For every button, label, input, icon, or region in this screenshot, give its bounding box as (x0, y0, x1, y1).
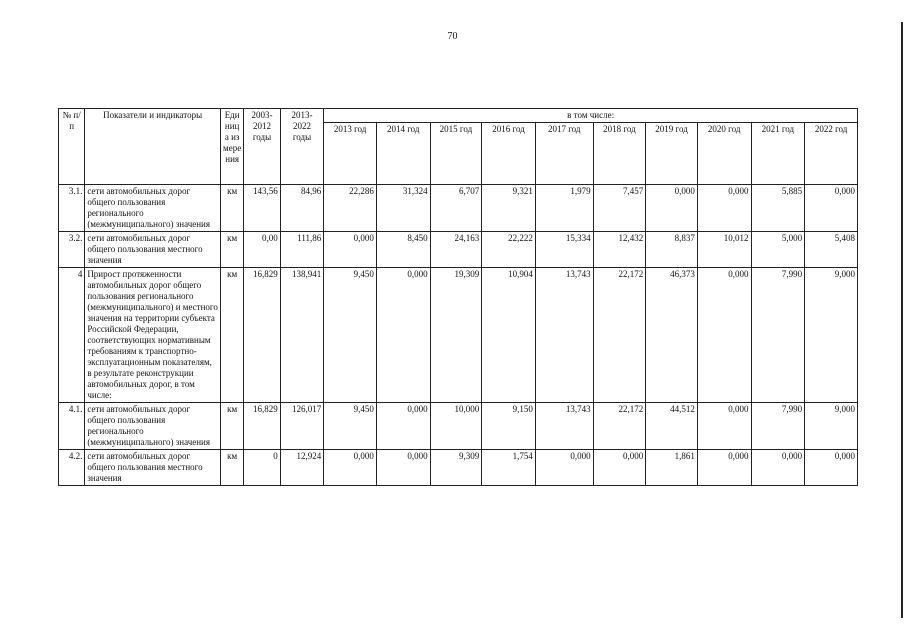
row-year-value: 15,334 (535, 232, 593, 268)
page-edge-line (901, 22, 903, 618)
row-year-value: 5,408 (805, 232, 858, 268)
table-row (59, 450, 858, 486)
row-number: 3.1. (59, 185, 85, 232)
row-year-value: 46,373 (646, 268, 698, 403)
row-period-2013-2022: 111,86 (280, 232, 324, 268)
row-unit: км (221, 450, 244, 486)
row-year-value: 0,000 (697, 268, 751, 403)
header-period-2013-2022: 2013-2022 годы (280, 109, 324, 185)
row-year-value: 7,990 (751, 268, 805, 403)
row-indicator: сети автомобильных дорог общего пользования местного значения (85, 232, 221, 268)
row-year-value: 8,837 (646, 232, 698, 268)
row-number: 4.2. (59, 450, 85, 486)
row-year-value: 9,000 (805, 268, 858, 403)
row-year-value: 0,000 (697, 185, 751, 232)
row-year-value: 10,012 (697, 232, 751, 268)
row-unit: км (221, 232, 244, 268)
row-number: 4.1. (59, 403, 85, 450)
row-indicator: сети автомобильных дорог общего пользования регионального (межмуниципального) значения (85, 185, 221, 232)
row-year-value: 8,450 (376, 232, 430, 268)
row-year-value: 1,979 (535, 185, 593, 232)
row-year-value: 24,163 (430, 232, 482, 268)
row-period-2013-2022: 138,941 (280, 268, 324, 403)
row-year-value: 0,000 (324, 450, 377, 486)
header-year: 2018 год (593, 123, 646, 185)
row-year-value: 22,222 (482, 232, 536, 268)
row-year-value: 10,000 (430, 403, 482, 450)
row-year-value: 10,904 (482, 268, 536, 403)
row-year-value: 9,321 (482, 185, 536, 232)
row-indicator: сети автомобильных дорог общего пользования регионального (межмуниципального) значения (85, 403, 221, 450)
row-year-value: 9,150 (482, 403, 536, 450)
row-year-value: 1,754 (482, 450, 536, 486)
row-year-value: 31,324 (376, 185, 430, 232)
row-year-value: 9,309 (430, 450, 482, 486)
row-indicator: Прирост протяженности автомобильных дорог общего пользования регионального (межмуниципального) и местного значения на территории субъекта Российской Федерации, соответствующих нормативным требованиям к транспортно-эксплуатационным показателям, в результате реконструкции автомобильных дорог, в том числе: (85, 268, 221, 403)
row-number: 4 (59, 268, 85, 403)
row-year-value: 0,000 (535, 450, 593, 486)
header-year: 2014 год (376, 123, 430, 185)
row-period-2003-2012: 143,56 (244, 185, 280, 232)
row-unit: км (221, 268, 244, 403)
header-period-2003-2012: 2003-2012 годы (244, 109, 280, 185)
row-year-value: 22,172 (593, 268, 646, 403)
row-year-value: 19,309 (430, 268, 482, 403)
page-number: 70 (447, 31, 458, 42)
row-year-value: 0,000 (751, 450, 805, 486)
row-period-2003-2012: 0 (244, 450, 280, 486)
header-year: 2013 год (324, 123, 377, 185)
row-year-value: 13,743 (535, 268, 593, 403)
row-year-value: 0,000 (593, 450, 646, 486)
header-year: 2022 год (805, 123, 858, 185)
row-year-value: 0,000 (376, 403, 430, 450)
row-year-value: 13,743 (535, 403, 593, 450)
row-period-2003-2012: 16,829 (244, 403, 280, 450)
row-year-value: 5,000 (751, 232, 805, 268)
row-period-2013-2022: 12,924 (280, 450, 324, 486)
header-unit: Единица измерения (221, 109, 244, 185)
row-year-value: 12,432 (593, 232, 646, 268)
row-unit: км (221, 403, 244, 450)
row-year-value: 9,450 (324, 268, 377, 403)
row-year-value: 0,000 (376, 450, 430, 486)
header-year: 2015 год (430, 123, 482, 185)
row-year-value: 5,885 (751, 185, 805, 232)
row-unit: км (221, 185, 244, 232)
row-year-value: 0,000 (805, 185, 858, 232)
row-year-value: 0,000 (646, 185, 698, 232)
row-year-value: 22,172 (593, 403, 646, 450)
row-year-value: 0,000 (324, 232, 377, 268)
row-indicator: сети автомобильных дорог общего пользования местного значения (85, 450, 221, 486)
row-year-value: 7,457 (593, 185, 646, 232)
row-year-value: 9,000 (805, 403, 858, 450)
header-year: 2019 год (646, 123, 698, 185)
header-year: 2021 год (751, 123, 805, 185)
row-year-value: 0,000 (805, 450, 858, 486)
row-year-value: 6,707 (430, 185, 482, 232)
row-period-2013-2022: 84,96 (280, 185, 324, 232)
header-year: 2020 год (697, 123, 751, 185)
row-year-value: 0,000 (376, 268, 430, 403)
row-year-value: 9,450 (324, 403, 377, 450)
header-num: № п/п (59, 109, 85, 185)
table-row (59, 268, 858, 403)
row-year-value: 1,861 (646, 450, 698, 486)
row-period-2013-2022: 126,017 (280, 403, 324, 450)
row-year-value: 0,000 (697, 450, 751, 486)
row-year-value: 44,512 (646, 403, 698, 450)
table-row (59, 185, 858, 232)
table-row (59, 232, 858, 268)
row-number: 3.2. (59, 232, 85, 268)
row-year-value: 0,000 (697, 403, 751, 450)
header-indicators: Показатели и индикаторы (85, 109, 221, 185)
row-period-2003-2012: 0,00 (244, 232, 280, 268)
row-year-value: 7,990 (751, 403, 805, 450)
indicators-table (58, 108, 858, 486)
header-including: в том числе: (324, 109, 858, 123)
row-year-value: 22,286 (324, 185, 377, 232)
row-period-2003-2012: 16,829 (244, 268, 280, 403)
header-year: 2017 год (535, 123, 593, 185)
header-year: 2016 год (482, 123, 536, 185)
table-row (59, 403, 858, 450)
